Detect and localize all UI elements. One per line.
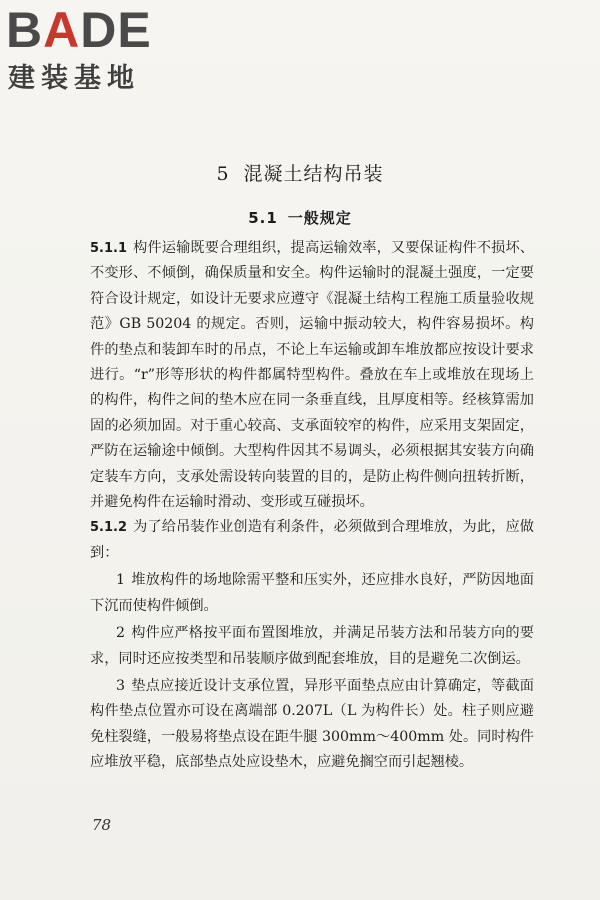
clause-text: 为了给吊装作业创造有利条件，必须做到合理堆放，为此，应做到： (90, 519, 534, 561)
page-number: 78 (92, 816, 112, 834)
list-item-number: 1 (116, 572, 126, 589)
clause-paragraph (90, 515, 534, 566)
logo-letters-de: DE (80, 2, 152, 58)
list-item-text: 构件应严格按平面布置图堆放，并满足吊装方法和吊装方向的要求，同时还应按类型和吊装顺序做到配套堆放，目的是避免二次倒运。 (90, 625, 534, 667)
section-title: 一般规定 (287, 209, 352, 227)
chapter-title: 混凝土结构吊装 (243, 163, 384, 185)
chapter-number: 5 (216, 163, 230, 185)
list-item-number: 2 (116, 625, 126, 642)
list-item-number: 3 (116, 677, 126, 694)
list-item (90, 621, 534, 672)
list-item (90, 568, 534, 619)
logo-letter-a: A (43, 2, 81, 58)
logo-wordmark (6, 4, 152, 56)
clause-number: 5.1.1 (90, 241, 128, 256)
section-heading (0, 208, 600, 228)
clause-number: 5.1.2 (90, 520, 128, 536)
chapter-heading (0, 162, 600, 186)
section-number: 5.1 (248, 209, 278, 227)
brand-logo (6, 4, 176, 104)
clause-paragraph (90, 236, 534, 515)
list-item-text: 垫点应接近设计支承位置，异形平面垫点应由计算确定，等截面构件垫点位置亦可设在离端部 0.207L（L 为构件长）处。柱子则应避免柱裂缝，一般易将垫点设在距牛腿 300mm～400mm 处。同时构件应堆放平稳，底部垫点处应设垫木，应避免搁空而引起翘棱。 (90, 677, 534, 771)
clause-text: 构件运输既要合理组织，提高运输效率，又要保证构件不损坏、不变形、不倾倒，确保质量和安全。构件运输时的混凝土强度，一定要符合设计规定，如设计无要求应遵守《混凝土结构工程施工质量验收规范》GB 50204 的规定。否则，运输中振动较大，构件容易损坏。构件的垫点和装卸车时的吊点，不论上车运输或卸车堆放都应按设计要求进行。“r”形等形状的构件都属特型构件。叠放在车上或堆放在现场上的构件，构件之间的垫木应在同一条垂直线，且厚度相等。经核算需加固的必须加固。对于重心较高、支承面较窄的构件，应采用支架固定，严防在运输途中倾倒。大型构件因其不易调头，必须根据其安装方向确定装车方向，支承处需设转向装置的目的，是防止构件侧向扭转折断，并避免构件在运输时滑动、变形或互碰损坏。 (90, 240, 534, 511)
logo-subtitle: 建装基地 (8, 63, 140, 94)
body-text (90, 236, 534, 776)
logo-letter-b: B (6, 2, 44, 58)
list-item (90, 674, 534, 776)
list-item-text: 堆放构件的场地除需平整和压实外，还应排水良好，严防因地面下沉而使构件倾倒。 (90, 572, 534, 614)
